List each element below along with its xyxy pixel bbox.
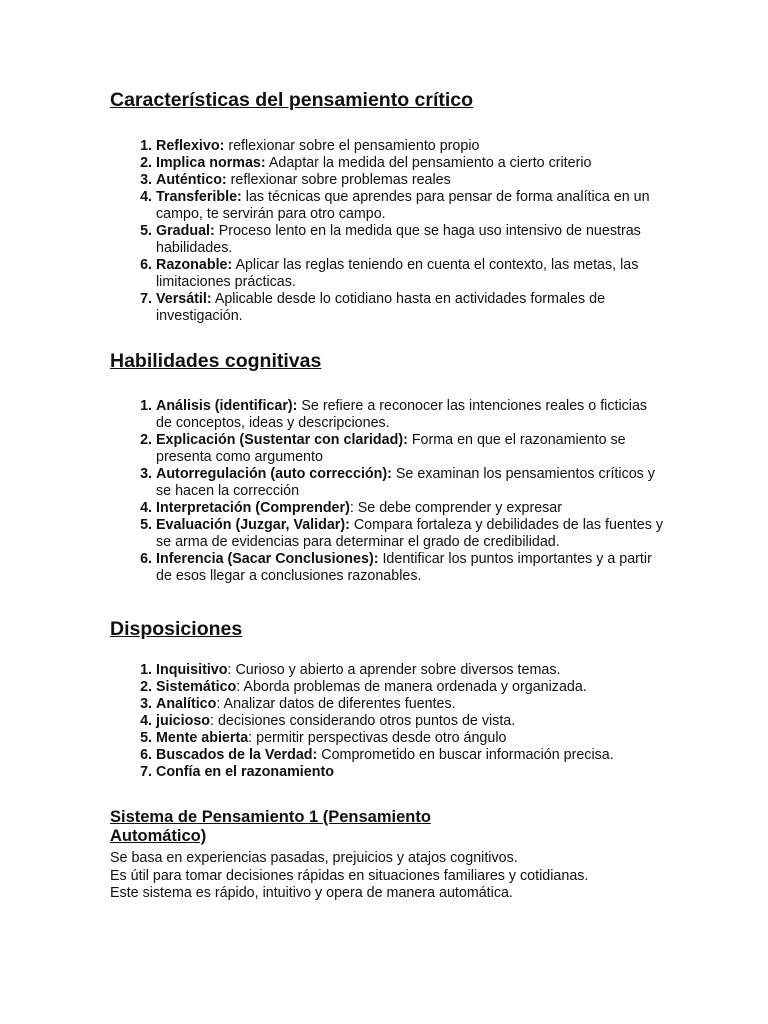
item-text: Adaptar la medida del pensamiento a cierto criterio <box>265 155 592 171</box>
item-term: Análisis (identificar): <box>156 398 298 414</box>
list-item <box>156 291 666 325</box>
list-item <box>156 466 666 500</box>
section-heading-sistema-1: Sistema de Pensamiento 1 (Pensamiento Automático) <box>110 808 431 845</box>
item-text: Identificar los puntos importantes y a partir de esos llegar a conclusiones razonables. <box>156 551 652 584</box>
item-text: las técnicas que aprendes para pensar de forma analítica en un campo, te servirán para otro campo. <box>156 189 650 222</box>
item-term: Analítico <box>156 696 217 712</box>
section-heading-habilidades: Habilidades cognitivas <box>110 350 322 372</box>
item-text: Forma en que el razonamiento se presenta como argumento <box>156 432 626 465</box>
item-term: Gradual: <box>156 223 215 239</box>
item-term: Transferible: <box>156 189 242 205</box>
item-term: Sistemático <box>156 679 237 695</box>
item-text: reflexionar sobre problemas reales <box>226 172 451 188</box>
item-term: Auténtico: <box>156 172 227 188</box>
list-item <box>156 257 666 291</box>
list-item <box>156 713 666 730</box>
list-item <box>156 155 666 172</box>
item-text: Se refiere a reconocer las intenciones reales o ficticias de conceptos, ideas y descripciones. <box>156 398 648 431</box>
list-item <box>156 696 666 713</box>
item-term: Inferencia (Sacar Conclusiones): <box>156 551 379 567</box>
item-term: Razonable: <box>156 257 233 273</box>
item-term: Buscados de la Verdad: <box>156 747 318 763</box>
list-item <box>156 730 666 747</box>
paragraph-line: Se basa en experiencias pasadas, prejuicios y atajos cognitivos. <box>110 850 518 866</box>
list-item <box>156 172 666 189</box>
item-text: Comprometido en buscar información precisa. <box>317 747 614 763</box>
item-term: Versátil: <box>156 291 212 307</box>
item-text: : Se debe comprender y expresar <box>349 500 563 516</box>
item-text: Aplicar las reglas teniendo en cuenta el contexto, las metas, las limitaciones prácticas. <box>156 257 639 290</box>
paragraph-line: Es útil para tomar decisiones rápidas en situaciones familiares y cotidianas. <box>110 867 589 884</box>
list-item <box>156 662 666 679</box>
habilidades-list <box>156 398 666 585</box>
item-term: Evaluación (Juzgar, Validar): <box>156 517 350 533</box>
list-item <box>156 551 666 585</box>
section-heading-disposiciones: Disposiciones <box>110 618 243 640</box>
item-text: : permitir perspectivas desde otro ángulo <box>248 730 507 746</box>
list-item <box>156 517 666 551</box>
item-term: Reflexivo: <box>156 138 225 154</box>
item-term: Explicación (Sustentar con claridad): <box>156 432 408 448</box>
item-text: : Aborda problemas de manera ordenada y organizada. <box>236 679 587 695</box>
item-text: Aplicable desde lo cotidiano hasta en actividades formales de investigación. <box>156 291 606 324</box>
item-text: : Curioso y abierto a aprender sobre diversos temas. <box>227 662 561 678</box>
item-term: Interpretación (Comprender) <box>156 500 350 516</box>
item-term: Autorregulación (auto corrección): <box>156 466 392 482</box>
item-term: Mente abierta <box>156 730 249 746</box>
section-heading-caracteristicas: Características del pensamiento crítico <box>110 89 474 111</box>
item-term: Confía en el razonamiento <box>156 764 334 780</box>
item-term: Inquisitivo <box>156 662 228 678</box>
item-term: Implica normas: <box>156 155 266 171</box>
list-item <box>156 500 666 517</box>
item-text: Se examinan los pensamientos críticos y se hacen la corrección <box>156 466 655 499</box>
list-item <box>156 398 666 432</box>
list-item <box>156 679 666 696</box>
paragraph-line: Este sistema es rápido, intuitivo y opera de manera automática. <box>110 885 513 901</box>
list-item <box>156 747 666 764</box>
item-text: : decisiones considerando otros puntos de vista. <box>210 713 516 729</box>
list-item <box>156 189 666 223</box>
item-text: : Analizar datos de diferentes fuentes. <box>216 696 456 712</box>
disposiciones-list <box>156 662 666 781</box>
list-item <box>156 764 666 781</box>
list-item <box>156 432 666 466</box>
sistema-1-paragraph <box>110 850 710 903</box>
list-item <box>156 223 666 257</box>
caracteristicas-list <box>156 138 666 325</box>
list-item <box>156 138 666 155</box>
item-term: juicioso <box>156 713 211 729</box>
item-text: reflexionar sobre el pensamiento propio <box>224 138 480 154</box>
item-text: Compara fortaleza y debilidades de las fuentes y se arma de evidencias para determinar el grado de credibilidad. <box>156 517 663 550</box>
item-text: Proceso lento en la medida que se haga uso intensivo de nuestras habilidades. <box>156 223 641 256</box>
